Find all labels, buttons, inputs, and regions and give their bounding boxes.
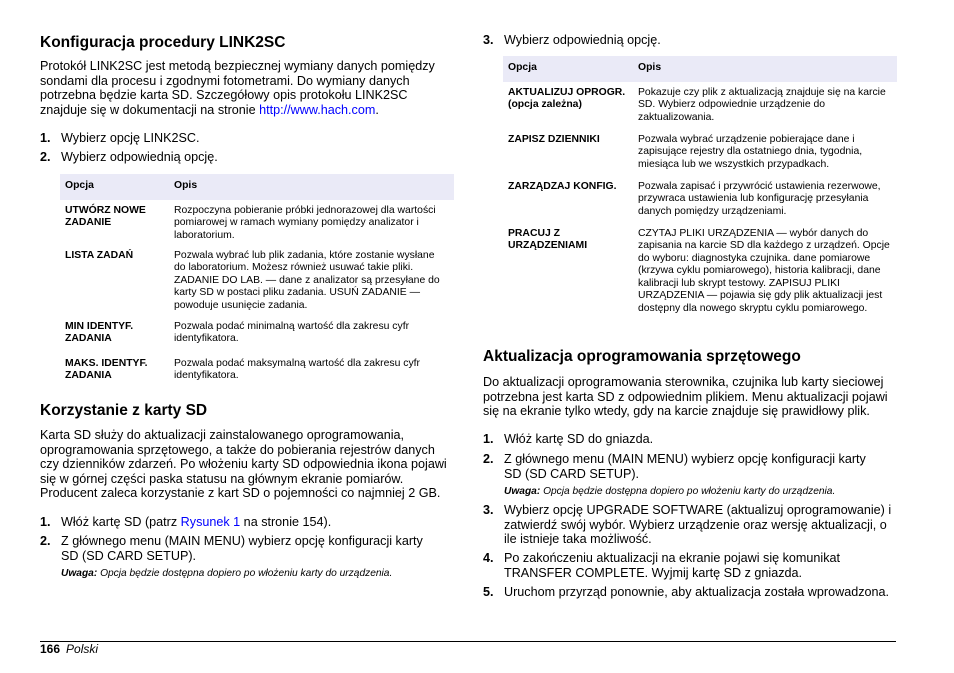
table-row (60, 358, 454, 388)
link2sc-options-table (60, 174, 454, 388)
intro-text: Protokół LINK2SC jest metodą bezpiecznej wymiany danych pomiędzy sondami dla procesu i zgodnymi fotometrami. Do wymiany danych potrzebna będzie karta SD. Szczegółowy opis protokołu LINK2SC znajduje się w dokumentacji na stronie (40, 59, 435, 117)
header-description: Opis (633, 56, 897, 82)
page-footer (40, 642, 98, 656)
option-description: Pokazuje czy plik z aktualizacją znajduje się na karcie SD. Wybierz odpowiednie urządzenie do zaktualizowania. (638, 86, 886, 123)
step-text: Wybierz odpowiednią opcję. (61, 150, 218, 164)
table-row (503, 228, 897, 328)
firmware-paragraph: Do aktualizacji oprogramowania sterownika, czujnika lub karty sieciowej potrzebna jest karta SD z odpowiednim plikiem. Menu aktualizacji pojawi się na ekranie tylko wtedy, gdy na karcie znajduje się prawidłowy plik. (483, 375, 888, 419)
step-item (483, 33, 897, 48)
option-name: ZARZĄDZAJ KONFIG. (508, 180, 617, 192)
step-text: Z głównego menu (MAIN MENU) wybierz opcję konfiguracji karty SD (SD CARD SETUP). (504, 452, 866, 481)
table-row (503, 181, 897, 228)
header-description: Opis (169, 174, 454, 200)
step-number: 2. (40, 150, 51, 164)
note-label: Uwaga: (61, 568, 98, 579)
step-text: Wybierz odpowiednią opcję. (504, 33, 661, 47)
step-text: Włóż kartę SD do gniazda. (504, 432, 654, 446)
step-item (40, 534, 440, 563)
note (61, 568, 392, 580)
table-header-row (503, 56, 897, 82)
step-text: Z głównego menu (MAIN MENU) wybierz opcję konfiguracji karty SD (SD CARD SETUP). (61, 534, 423, 563)
footer-divider (40, 641, 896, 642)
page-number: 166 (40, 642, 61, 656)
option-description: Rozpoczyna pobieranie próbki jednorazowej dla wartości pomiarowej w ramach wymiany pomiędzy analizator i laboratorium. (174, 204, 436, 241)
intro-paragraph (40, 59, 450, 117)
step-text: Wybierz opcję UPGRADE SOFTWARE (aktualizuj oprogramowanie) i zatwierdź swój wybór. Wybierz urządzenie oraz wersję aktualizacji, o ile istnieje taka możliwość. (504, 503, 892, 547)
step-item (483, 432, 897, 447)
figure-link[interactable]: Rysunek 1 (180, 515, 241, 529)
option-description: CZYTAJ PLIKI URZĄDZENIA — wybór danych do zapisania na karcie SD dla każdego z urządzeń. Opcje do wyboru: diagnostyka czujnika. dane pomiarowe (krzywa cyklu pomiarowego), historia kalibracji, dane kalibracji lub skrypt testowy. ZAPISUJ PLIKI URZĄDZENIA — pojawia się gdy plik aktualizacji jest dostępny dla nowego skryptu cyklu pomiarowego. (638, 227, 890, 314)
note-label: Uwaga: (504, 486, 541, 497)
option-description: Pozwala podać minimalną wartość dla zakresu cyfr identyfikatora. (174, 320, 410, 344)
step-text-after: na stronie 154). (240, 515, 332, 529)
step-number: 1. (40, 131, 51, 145)
header-option: Opcja (60, 174, 169, 200)
table-header-row (60, 174, 454, 200)
step-item (483, 585, 897, 600)
step-number: 3. (483, 33, 494, 47)
option-name: PRACUJ Z URZĄDZENIAMI (508, 227, 588, 251)
header-option: Opcja (503, 56, 633, 82)
step-text: Wybierz opcję LINK2SC. (61, 131, 200, 145)
step-item (40, 131, 454, 146)
step-item (40, 515, 454, 530)
step-number: 1. (40, 515, 51, 529)
note (504, 486, 835, 498)
heading-sd-card: Korzystanie z karty SD (40, 402, 208, 419)
option-name: AKTUALIZUJ OPROGR. (opcja zależna) (508, 86, 626, 110)
table-row (60, 250, 454, 321)
hach-link[interactable]: http://www.hach.com (259, 102, 376, 117)
step-text: Po zakończeniu aktualizacji na ekranie pojawi się komunikat TRANSFER COMPLETE. Wyjmij kartę SD z gniazda. (504, 551, 841, 580)
table-row (60, 200, 454, 250)
step-item (483, 551, 897, 580)
step-number: 5. (483, 585, 494, 599)
step-number: 2. (483, 452, 494, 466)
option-name: LISTA ZADAŃ (65, 249, 134, 261)
option-description: Pozwala wybrać urządzenie pobierające dane i zapisujące rejestry dla ostatniego dnia, tygodnia, miesiąca lub we wszystkich przypadkach. (638, 133, 863, 170)
step-text-before: Włóż kartę SD (patrz (61, 515, 181, 529)
heading-link2sc: Konfiguracja procedury LINK2SC (40, 34, 286, 51)
step-text: Uruchom przyrząd ponownie, aby aktualizacja została wprowadzona. (504, 585, 890, 599)
step-item (483, 452, 883, 481)
step-number: 1. (483, 432, 494, 446)
option-name: MIN IDENTYF. ZADANIA (65, 320, 134, 344)
sd-options-table (503, 56, 897, 328)
footer-language: Polski (66, 642, 99, 656)
option-description: Pozwala wybrać lub plik zadania, które zostanie wysłane do laboratorium. Możesz również usuwać takie pliki. ZADANIE DO LAB. — dane z analizator są przesyłane do karty SD w postaci pliku zadania. USUŃ ZADANIE — powoduje usunięcie zadania. (174, 249, 440, 311)
option-name: MAKS. IDENTYF. ZADANIA (65, 357, 148, 381)
step-item (483, 503, 897, 547)
step-text (61, 515, 454, 530)
table-row (503, 134, 897, 181)
step-item (40, 150, 454, 165)
step-number: 2. (40, 534, 51, 548)
note-text: Opcja będzie dostępna dopiero po włożeniu karty do urządzenia. (540, 486, 836, 497)
heading-firmware: Aktualizacja oprogramowania sprzętowego (483, 348, 801, 365)
note-text: Opcja będzie dostępna dopiero po włożeniu karty do urządzenia. (97, 568, 393, 579)
sd-paragraph: Karta SD służy do aktualizacji zainstalowanego oprogramowania, oprogramowania sprzętowego, a także do pobierania rejestrów danych czy dzienników zdarzeń. Po włożeniu karty SD odpowiednia ikona pojawi się w górnej części paska statusu na głównym ekranie pomiarów. Producent zaleca korzystanie z kart SD o pojemności co najmniej 2 GB. (40, 428, 447, 501)
option-description: Pozwala podać maksymalną wartość dla zakresu cyfr identyfikatora. (174, 357, 421, 381)
option-name: UTWÓRZ NOWE ZADANIE (65, 204, 146, 228)
intro-end: . (375, 102, 379, 117)
table-row (60, 321, 454, 358)
option-description: Pozwala zapisać i przywrócić ustawienia rezerwowe, przywraca ustawienia lub konfigurację przesyłania danych pomiędzy urządzeniami. (638, 180, 881, 217)
step-number: 4. (483, 551, 494, 565)
option-name: ZAPISZ DZIENNIKI (508, 133, 600, 145)
table-row (503, 82, 897, 134)
step-number: 3. (483, 503, 494, 517)
